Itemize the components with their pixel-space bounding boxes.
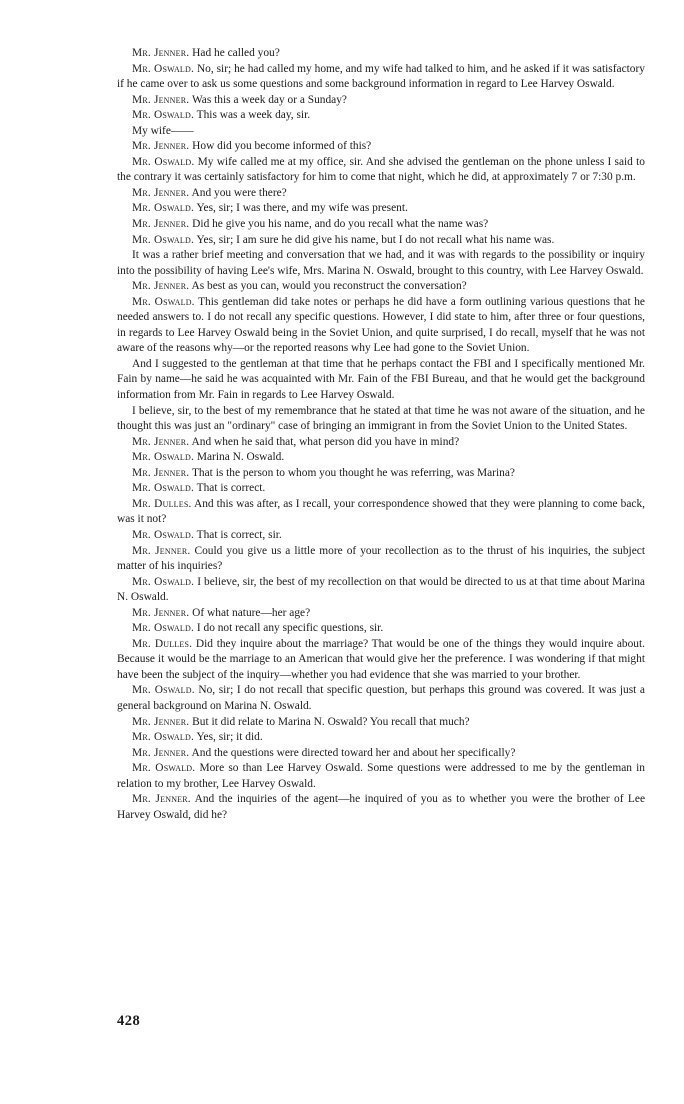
paragraph-text: How did you become informed of this? — [192, 140, 372, 153]
paragraph-text: And this was after, as I recall, your correspondence showed that they were planning to come back, was it not? — [117, 497, 646, 526]
paragraph-text: And when he said that, what person did you have in mind? — [191, 435, 460, 448]
paragraph-text: Yes, sir; it did. — [196, 731, 263, 744]
transcript-paragraph — [117, 683, 645, 714]
paragraph-text: This gentleman did take notes or perhaps he did have a form outlining various questions that he needed answers to. I do not recall any specific questions. However, I did state to him, after three or four questions, in regards to Lee Harvey Oswald being in the Soviet Union, and quite surprised, I do recall, myself that he was not aware of the reasons why—or the reported reasons why Lee had gone to the Soviet Union. — [117, 295, 645, 355]
speaker-name: Mr. Dulles. — [132, 637, 193, 650]
paragraph-text: I do not recall any specific questions, sir. — [196, 622, 384, 635]
paragraph-text: My wife—— — [132, 124, 194, 137]
paragraph-text: Had he called you? — [192, 47, 280, 59]
transcript-paragraph — [117, 792, 645, 823]
speaker-name: Mr. Jenner. — [132, 218, 190, 231]
transcript-paragraph — [117, 637, 645, 684]
speaker-name: Mr. Jenner. — [132, 435, 190, 448]
transcript-paragraph — [117, 621, 645, 637]
speaker-name: Mr. Oswald. — [132, 62, 195, 75]
paragraph-text: My wife called me at my office, sir. And she advised the gentleman on the phone unless I said to the contrary it was certainly satisfactory for him to come that night, which he did, at approximately 7 or 7:30 p.m. — [117, 155, 645, 184]
speaker-name: Mr. Jenner. — [132, 186, 190, 199]
transcript-paragraph — [117, 497, 645, 528]
paragraph-text: I believe, sir, to the best of my remembrance that he stated at that time he was not aware of the situation, and he thought this was just an "ordinary" case of bringing an immigrant in from the Soviet Union to the United States. — [117, 404, 645, 433]
transcript-paragraph — [117, 481, 645, 497]
paragraph-text: Yes, sir; I was there, and my wife was present. — [196, 202, 408, 215]
transcript-body — [117, 46, 645, 823]
speaker-name: Mr. Oswald. — [132, 155, 195, 168]
transcript-paragraph — [117, 435, 645, 451]
paragraph-text: Was this a week day or a Sunday? — [191, 93, 347, 106]
speaker-name: Mr. Oswald. — [132, 109, 194, 122]
speaker-name: Mr. Oswald. — [132, 622, 194, 635]
paragraph-text: And the inquiries of the agent—he inquired of you as to whether you were the brother of Lee Harvey Oswald, did he? — [117, 793, 646, 821]
speaker-name: Mr. Oswald. — [132, 762, 196, 775]
transcript-paragraph — [117, 279, 645, 295]
transcript-paragraph — [117, 544, 645, 575]
speaker-name: Mr. Jenner. — [132, 793, 191, 806]
speaker-name: Mr. Oswald. — [132, 575, 195, 588]
speaker-name: Mr. Jenner. — [132, 280, 190, 293]
paragraph-text: Did he give you his name, and do you recall what the name was? — [192, 218, 489, 231]
paragraph-text: And the questions were directed toward her and about her specifically? — [191, 746, 516, 759]
speaker-name: Mr. Jenner. — [132, 466, 190, 479]
speaker-name: Mr. Oswald. — [132, 233, 194, 246]
paragraph-text: That is correct, sir. — [196, 528, 282, 541]
speaker-name: Mr. Oswald. — [132, 684, 195, 697]
transcript-paragraph — [117, 155, 645, 186]
transcript-paragraph — [117, 217, 645, 233]
transcript-paragraph — [117, 715, 645, 731]
speaker-name: Mr. Jenner. — [132, 93, 190, 106]
transcript-paragraph — [117, 248, 645, 279]
transcript-paragraph — [117, 466, 645, 482]
paragraph-text: No, sir; I do not recall that specific question, but perhaps this ground was covered. It was just a general background on Marina N. Oswald. — [117, 684, 645, 712]
speaker-name: Mr. Oswald. — [132, 451, 194, 464]
transcript-paragraph — [117, 761, 645, 792]
transcript-paragraph — [117, 730, 645, 746]
speaker-name: Mr. Jenner. — [132, 606, 190, 619]
transcript-paragraph — [117, 108, 645, 124]
paragraph-text: And you were there? — [191, 186, 287, 199]
transcript-paragraph — [117, 450, 645, 466]
transcript-paragraph — [117, 575, 645, 606]
transcript-paragraph — [117, 124, 645, 140]
transcript-paragraph — [117, 295, 645, 357]
paragraph-text: Yes, sir; I am sure he did give his name, but I do not recall what his name was. — [196, 233, 555, 246]
paragraph-text: I believe, sir, the best of my recollection on that would be directed to us at that time about Marina N. Oswald. — [117, 575, 645, 604]
transcript-paragraph — [117, 357, 645, 404]
paragraph-text: That is correct. — [196, 482, 266, 495]
transcript-paragraph — [117, 606, 645, 622]
transcript-paragraph — [117, 186, 645, 202]
paragraph-text: But it did relate to Marina N. Oswald? You recall that much? — [192, 715, 470, 728]
speaker-name: Mr. Jenner. — [132, 544, 191, 557]
paragraph-text: Marina N. Oswald. — [196, 451, 285, 464]
transcript-paragraph — [117, 201, 645, 217]
speaker-name: Mr. Oswald. — [132, 482, 194, 495]
speaker-name: Mr. Dulles. — [132, 497, 192, 510]
paragraph-text: No, sir; he had called my home, and my wife had talked to him, and he asked if it was satisfactory if he came over to ask us some questions and some background information in regard to Lee Harvey Oswald. — [117, 62, 645, 91]
transcript-paragraph — [117, 233, 645, 249]
speaker-name: Mr. Oswald. — [132, 528, 194, 541]
transcript-paragraph — [117, 139, 645, 155]
paragraph-text: This was a week day, sir. — [196, 109, 311, 122]
paragraph-text: It was a rather brief meeting and conversation that we had, and it was with regards to the possibility or inquiry into the possibility of having Lee's wife, Mrs. Marina N. Oswald, brought to this country, with Lee Harvey Oswald. — [117, 249, 645, 277]
transcript-paragraph — [117, 528, 645, 544]
speaker-name: Mr. Jenner. — [132, 715, 190, 728]
transcript-paragraph — [117, 46, 645, 62]
page-number: 428 — [117, 1013, 141, 1029]
speaker-name: Mr. Jenner. — [132, 746, 190, 759]
paragraph-text: More so than Lee Harvey Oswald. Some questions were addressed to me by the gentleman in relation to my brother, Lee Harvey Oswald. — [117, 762, 645, 790]
paragraph-text: And I suggested to the gentleman at that time that he perhaps contact the FBI and I specifically mentioned Mr. Fain by name—he said he was acquainted with Mr. Fain of the FBI Bureau, and that he would get the background information from Mr. Fain in regards to Lee Harvey Oswald. — [117, 357, 645, 402]
speaker-name: Mr. Oswald. — [132, 731, 194, 744]
paragraph-text: Did they inquire about the marriage? That would be one of the things they would inquire about. Because it would be the marriage to an American that would give her the preference. I was wondering if that might have been the subject of the inquiry—whether you had evidence that she was married to your brother. — [117, 637, 646, 681]
transcript-paragraph — [117, 746, 645, 762]
transcript-paragraph — [117, 93, 645, 109]
paragraph-text: Could you give us a little more of your recollection as to the thrust of his inquiries, the subject matter of his inquiries? — [117, 544, 645, 573]
paragraph-text: That is the person to whom you thought he was referring, was Marina? — [191, 466, 515, 479]
transcript-paragraph — [117, 62, 645, 93]
speaker-name: Mr. Oswald. — [132, 295, 195, 308]
paragraph-text: As best as you can, would you reconstruct the conversation? — [191, 280, 467, 293]
transcript-paragraph — [117, 404, 645, 435]
speaker-name: Mr. Jenner. — [132, 140, 190, 153]
speaker-name: Mr. Oswald. — [132, 202, 194, 215]
paragraph-text: Of what nature—her age? — [192, 606, 311, 619]
speaker-name: Mr. Jenner. — [132, 47, 190, 59]
